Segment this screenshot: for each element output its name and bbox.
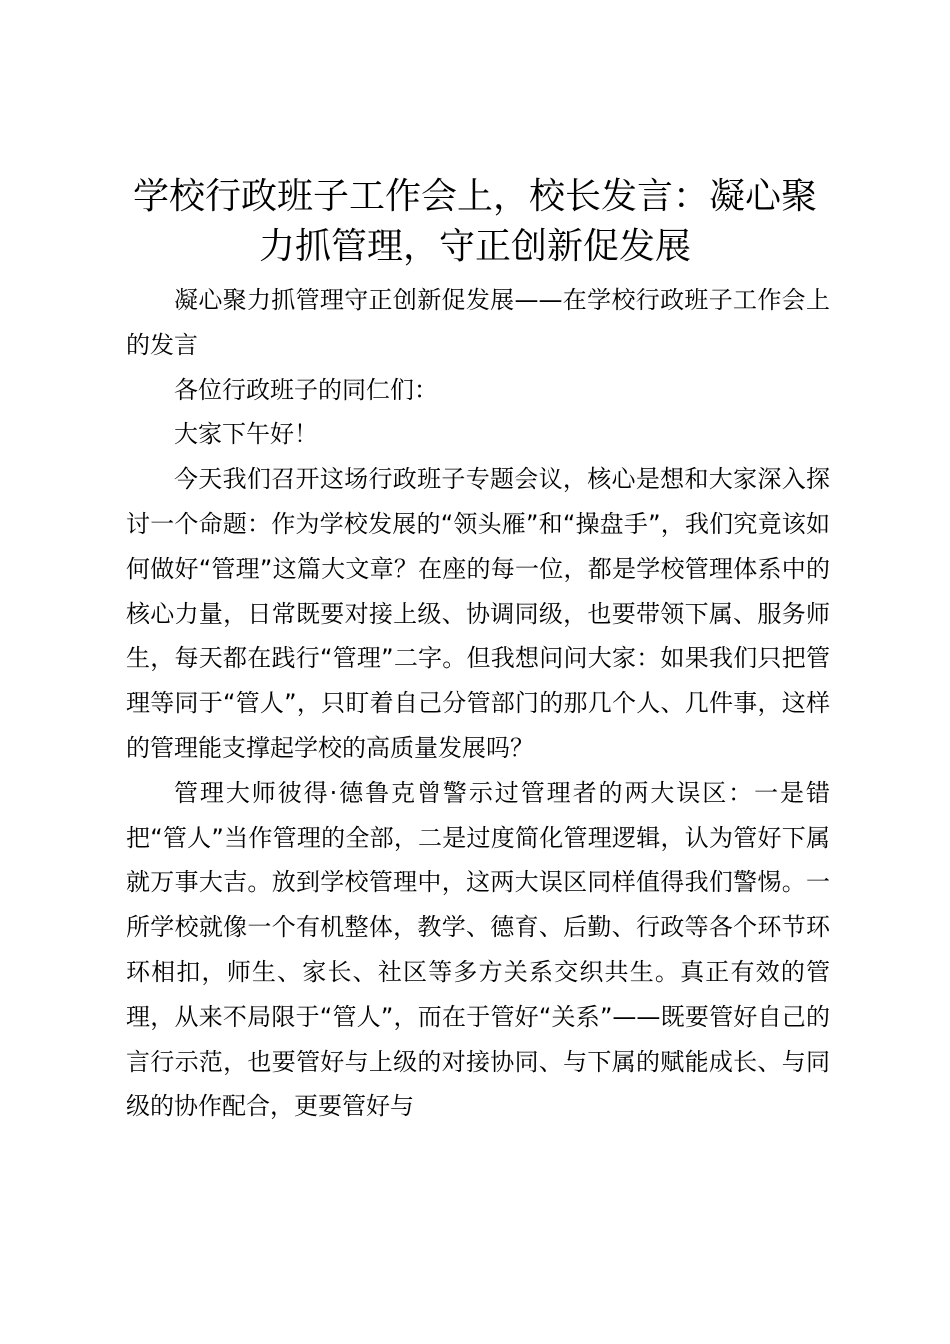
paragraph-subtitle: 凝心聚力抓管理守正创新促发展——在学校行政班子工作会上的发言 [126, 286, 830, 359]
paragraph-salutation: 各位行政班子的同仁们： [174, 375, 438, 404]
paragraph-body: 管理大师彼得·德鲁克曾警示过管理者的两大误区：一是错把“管人”当作管理的全部，二是过度简化管理逻辑，认为管好下属就万事大吉。放到学校管理中，这两大误区同样值得我们警惕。一所学校就像一个有机整体，教学、德育、后勤、行政等各个环节环环相扣，师生、家长、社区等多方关系交织共生。真正有效的管理，从来不局限于“管人”，而在于管好“关系”——既要管好自己的言行示范，也要管好与上级的对接协同、与下属的赋能成长、与同级的协作配合，更要管好与 [126, 778, 830, 1121]
paragraph-greeting: 大家下午好！ [174, 420, 318, 449]
document-title: 学校行政班子工作会上，校长发言：凝心聚力抓管理，守正创新促发展 [132, 176, 817, 267]
paragraph-body: 今天我们召开这场行政班子专题会议，核心是想和大家深入探讨一个命题：作为学校发展的“领头雁”和“操盘手”，我们究竟该如何做好“管理”这篇大文章？在座的每一位，都是学校管理体系中的核心力量，日常既要对接上级、协调同级，也要带领下属、服务师生，每天都在践行“管理”二字。但我想问问大家：如果我们只把管理等同于“管人”，只盯着自己分管部门的那几个人、几件事，这样的管理能支撑起学校的高质量发展吗？ [126, 465, 830, 762]
document-body [126, 278, 830, 1129]
